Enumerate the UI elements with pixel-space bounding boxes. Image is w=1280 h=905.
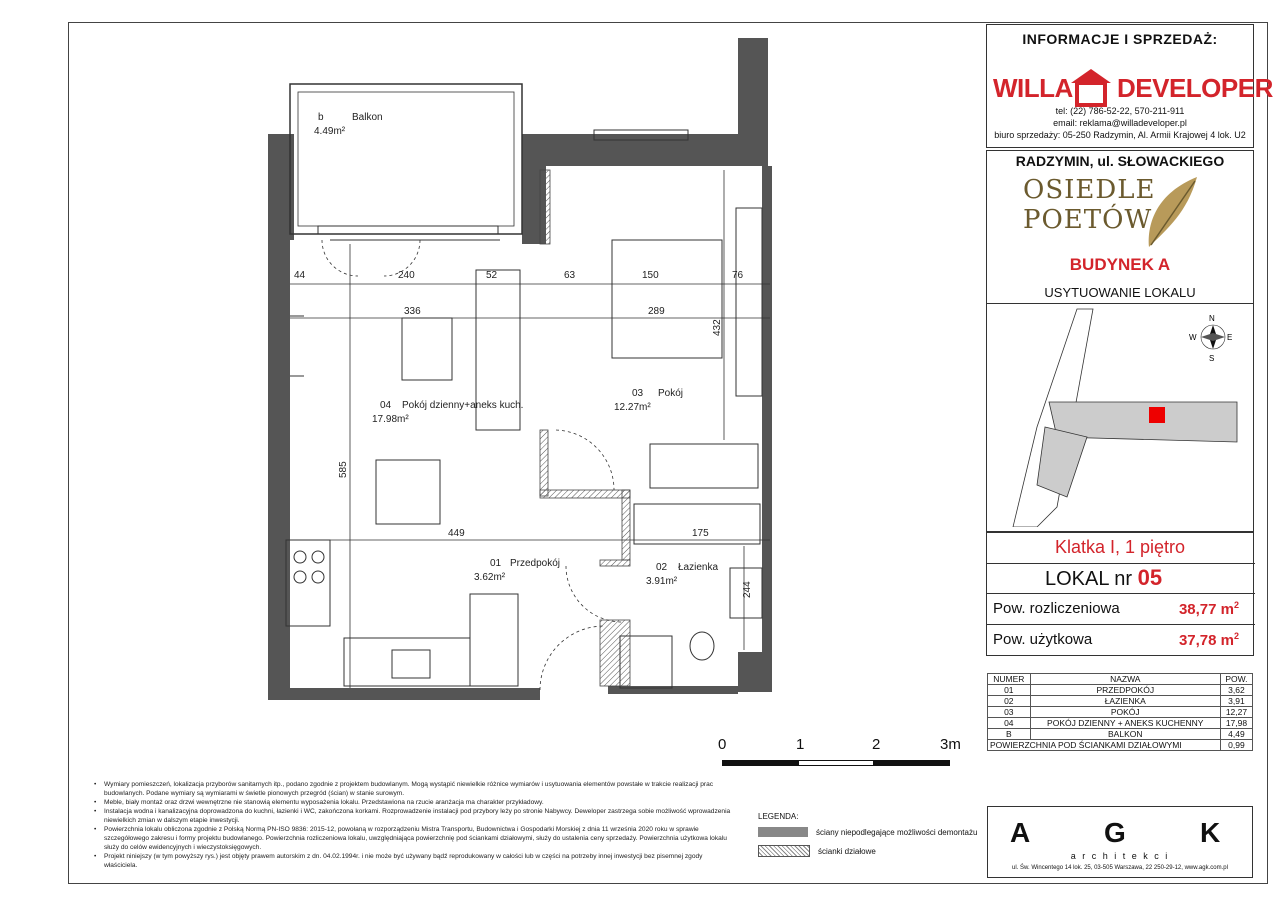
dim-449: 449 [448, 528, 465, 539]
dim-52: 52 [486, 270, 498, 281]
dim-585: 585 [338, 461, 349, 478]
dimension-lines [290, 170, 770, 688]
compass-e: E [1227, 333, 1233, 342]
table-header-row [988, 674, 1253, 685]
architect-letter: A [1010, 817, 1031, 848]
room-name-02: Łazienka [678, 562, 719, 573]
area-row-rozliczeniowa [987, 593, 1255, 624]
legend-item [758, 845, 977, 857]
architect-letter: K [1200, 817, 1221, 848]
lokal-heading [1045, 565, 1162, 591]
table-cell: PRZEDPOKÓJ [1030, 685, 1220, 696]
compass-n: N [1209, 314, 1215, 323]
scale-label: 0 [718, 736, 727, 753]
contact-email[interactable]: email: reklama@willadeveloper.pl [1053, 118, 1187, 128]
klatka-text: Klatka I, 1 piętro [1054, 537, 1186, 557]
building-name: BUDYNEK A [1069, 255, 1171, 274]
room-area-01: 3.62m² [474, 572, 506, 583]
table-cell: 17,98 [1220, 718, 1252, 729]
dim-44: 44 [294, 270, 306, 281]
table-cell: 0,99 [1220, 740, 1252, 751]
room-labels [314, 112, 718, 587]
area-label: Pow. rozliczeniowa [993, 600, 1120, 617]
legend-label: ścianki działowe [818, 846, 876, 856]
table-cell: 3,91 [1220, 696, 1252, 707]
architect-letter: G [1104, 817, 1126, 848]
unit-info-box [986, 532, 1254, 656]
table-header: POW. [1220, 674, 1252, 685]
dimensions [294, 270, 753, 598]
dim-432: 432 [712, 319, 723, 336]
scale-label: 2 [872, 736, 881, 753]
contact-office: biuro sprzedaży: 05-250 Radzymin, Al. Armii Krajowej 4 lok. U2 [994, 130, 1246, 140]
scale-label: 3m [940, 736, 961, 753]
table-cell: 04 [988, 718, 1031, 729]
house-logo-icon [1069, 67, 1113, 107]
table-cell: 4,49 [1220, 729, 1252, 740]
table-cell: BALKON [1030, 729, 1220, 740]
room-name-04: Pokój dzienny+aneks kuch. [402, 400, 524, 411]
compass-w: W [1189, 333, 1197, 342]
compass-s: S [1209, 354, 1215, 363]
sales-info-box [986, 24, 1273, 148]
site-title: USYTUOWANIE LOKALU [1044, 285, 1196, 300]
room-label-04: 04 [380, 400, 392, 411]
note-item: • Meble, biały montaż oraz drzwi wewnętrzne nie stanowią elementu wyposażenia lokalu. Przedstawiona na rzucie aranżacja ma charakter przykładowy. [104, 798, 734, 807]
furniture [286, 208, 762, 688]
lokal-label: LOKAL nr [1045, 568, 1133, 590]
architect-address: ul. Św. Wincentego 14 lok. 25, 03-505 Warszawa, 22 250-29-12, www.agk.com.pl [1012, 865, 1228, 871]
room-label-01: 01 [490, 558, 502, 569]
room-name-03: Pokój [658, 388, 684, 399]
room-label-03: 03 [632, 388, 644, 399]
table-cell: 03 [988, 707, 1031, 718]
room-area-04: 17.98m² [372, 414, 409, 425]
room-area-03: 12.27m² [614, 402, 651, 413]
feather-icon [1137, 173, 1207, 253]
balcony [290, 84, 522, 234]
table-row [988, 685, 1253, 696]
legend-swatch [758, 827, 808, 837]
table-row [988, 696, 1253, 707]
interior-walls [540, 170, 630, 686]
logo-right-text: DEVELOPER [1117, 73, 1273, 103]
legend [758, 812, 977, 857]
dim-289: 289 [648, 306, 665, 317]
scale-label: 1 [796, 736, 805, 753]
dim-63: 63 [564, 270, 576, 281]
table-header: NUMER [988, 674, 1031, 685]
table-cell: 12,27 [1220, 707, 1252, 718]
compass-icon [1189, 314, 1232, 363]
room-name-01: Przedpokój [510, 558, 561, 569]
area-row-uzytkowa [987, 624, 1255, 655]
table-row [988, 729, 1253, 740]
unit-location-marker [1149, 407, 1165, 423]
table-header: NAZWA [1030, 674, 1220, 685]
project-box [986, 150, 1254, 532]
room-area-02: 3.91m² [646, 576, 678, 587]
architect-box [987, 806, 1253, 878]
architect-word: a r c h i t e k c i [1070, 851, 1170, 861]
legend-item [758, 827, 977, 837]
info-title: INFORMACJE I SPRZEDAŻ: [1022, 31, 1218, 47]
area-label: Pow. użytkowa [993, 631, 1093, 648]
room-area-balkon: 4.49m² [314, 126, 346, 137]
dim-240: 240 [398, 270, 415, 281]
dim-336: 336 [404, 306, 421, 317]
lokal-number: 05 [1137, 565, 1163, 590]
contact-info [987, 105, 1253, 141]
table-cell: 3,62 [1220, 685, 1252, 696]
note-item: • Powierzchnia lokalu obliczona zgodnie z Polską Normą PN-ISO 9836: 2015-12, powołaną w rozporządzeniu Mistra Transportu, Budownictwa i Gospodarki Morskiej z dnia 11 września 2020 roku w sprawie szczegółowego zakresu i formy projektu budowlanego. Powierzchnia rozliczeniowa lokalu, uwzględniająca powierzchnię pod ściankami działowymi, służy do ustalenia ceny sprzedaży. Powierzchnia użytkowa lokalu służy do celów ewidencyjnych i wieczystoksięgowych. [104, 825, 734, 852]
area-value: 38,77 $m^2$ [1178, 600, 1239, 618]
room-name-balkon: Balkon [352, 112, 383, 123]
dim-76: 76 [732, 270, 744, 281]
estate-line2: POETÓW [1023, 205, 1153, 235]
room-label-02: 02 [656, 562, 668, 573]
table-row [988, 718, 1253, 729]
note-item: • Projekt niniejszy (w tym powyższy rys.) jest objęty prawem autorskim z dn. 04.02.1994r. i nie może być używany bądź reprodukowany w całości lub w części na potrzeby innej inwestycji bez pisemnej zgody właściciela. [104, 852, 734, 870]
table-row [988, 740, 1253, 751]
legend-label: ściany niepodlegające możliwości demontażu [816, 827, 978, 837]
dim-150: 150 [642, 270, 659, 281]
contact-phone: tel: (22) 786-52-22, 570-211-911 [1055, 106, 1185, 116]
legend-swatch [758, 845, 810, 857]
room-table [987, 673, 1253, 751]
area-value: 37,78 $m^2$ [1178, 631, 1239, 649]
estate-name [1023, 175, 1155, 235]
location-text: RADZYMIN, ul. SŁOWACKIEGO [1015, 153, 1225, 169]
logo-left-text: WILLA [993, 73, 1073, 103]
table-cell: B [988, 729, 1031, 740]
notes [94, 780, 734, 870]
site-plan [997, 307, 1247, 527]
table-cell: ŁAZIENKA [1030, 696, 1220, 707]
dim-244: 244 [742, 581, 753, 598]
room-label-balkon: b [318, 112, 324, 123]
table-row [988, 707, 1253, 718]
legend-title: LEGENDA: [758, 812, 799, 821]
table-cell: POKÓJ DZIENNY + ANEKS KUCHENNY [1030, 718, 1220, 729]
table-cell: POWIERZCHNIA POD ŚCIANKAMI DZIAŁOWYMI [988, 740, 1221, 751]
table-cell: 02 [988, 696, 1031, 707]
note-item: • Instalacja wodna i kanalizacyjna doprowadzona do kuchni, łazienki i WC, zakończona korkami. Rozprowadzenie instalacji pod przybory leży po stronie Nabywcy. Deweloper zastrzega sobie możliwość wprowadzenia niewielkich zmian w dalszym etapie inwestycji. [104, 807, 734, 825]
dim-175: 175 [692, 528, 709, 539]
table-cell: 01 [988, 685, 1031, 696]
door-swings [322, 240, 622, 690]
estate-line1: OSIEDLE [1023, 175, 1156, 205]
table-cell: POKÓJ [1030, 707, 1220, 718]
note-item: • Wymiary pomieszczeń, lokalizacja przyborów sanitarnych itp., podano zgodnie z projektem budowlanym. Mogą wystąpić niewielkie różnice wymiarów i usytuowania elementów powstałe w trakcie realizacji prac budowlanych. Podane wymiary są wymiarami w świetle pionowych przegród (ścian) w stanie surowym. [104, 780, 734, 798]
scale-bar [718, 736, 961, 776]
